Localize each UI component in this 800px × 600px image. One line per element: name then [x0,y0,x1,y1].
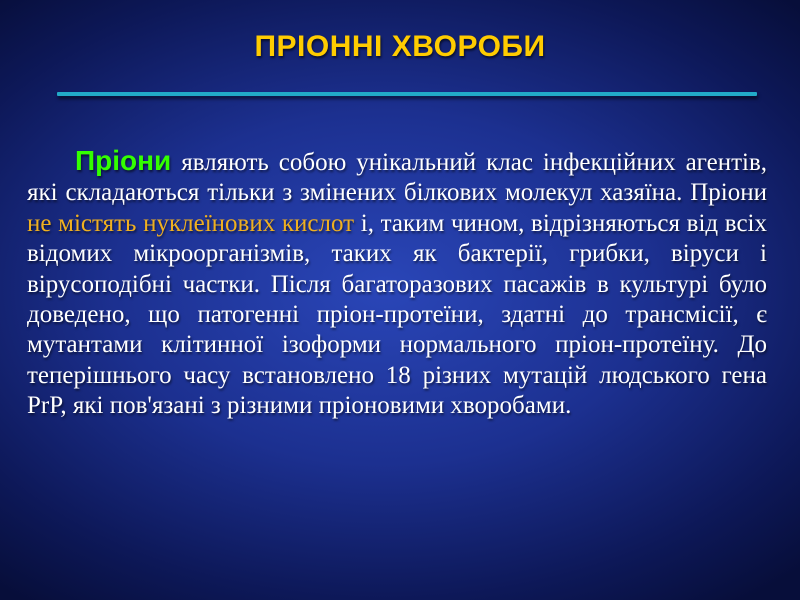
paragraph-text-part2: і, таким чином, відрізняються від всіх відомих мікроорганізмів, таких як бактерії, грибки, віруси і вірусоподібні частки. Після багаторазових пасажів в культурі було доведено, що патогенні пріон-протеїни, здатні до трансмісії, є мутантами клітинної ізоформи нормального пріон-протеїну. До теперішнього часу встановлено 18 різних мутацій людського гена PrP, які пов'язані з різними пріоновими хворобами. [27,209,767,420]
highlighted-phrase: не містять нуклеїнових кислот [27,209,355,237]
lead-word: Пріони [75,145,172,176]
slide-title: ПРІОННІ ХВОРОБИ [254,30,546,63]
paragraph-text-part1: являють собою унікальний клас інфекційних агентів, які складаються тільки з змінених білкових молекул хазяїна. Пріони [27,149,767,207]
title-underline [57,92,757,96]
slide-body-paragraph [27,146,767,422]
